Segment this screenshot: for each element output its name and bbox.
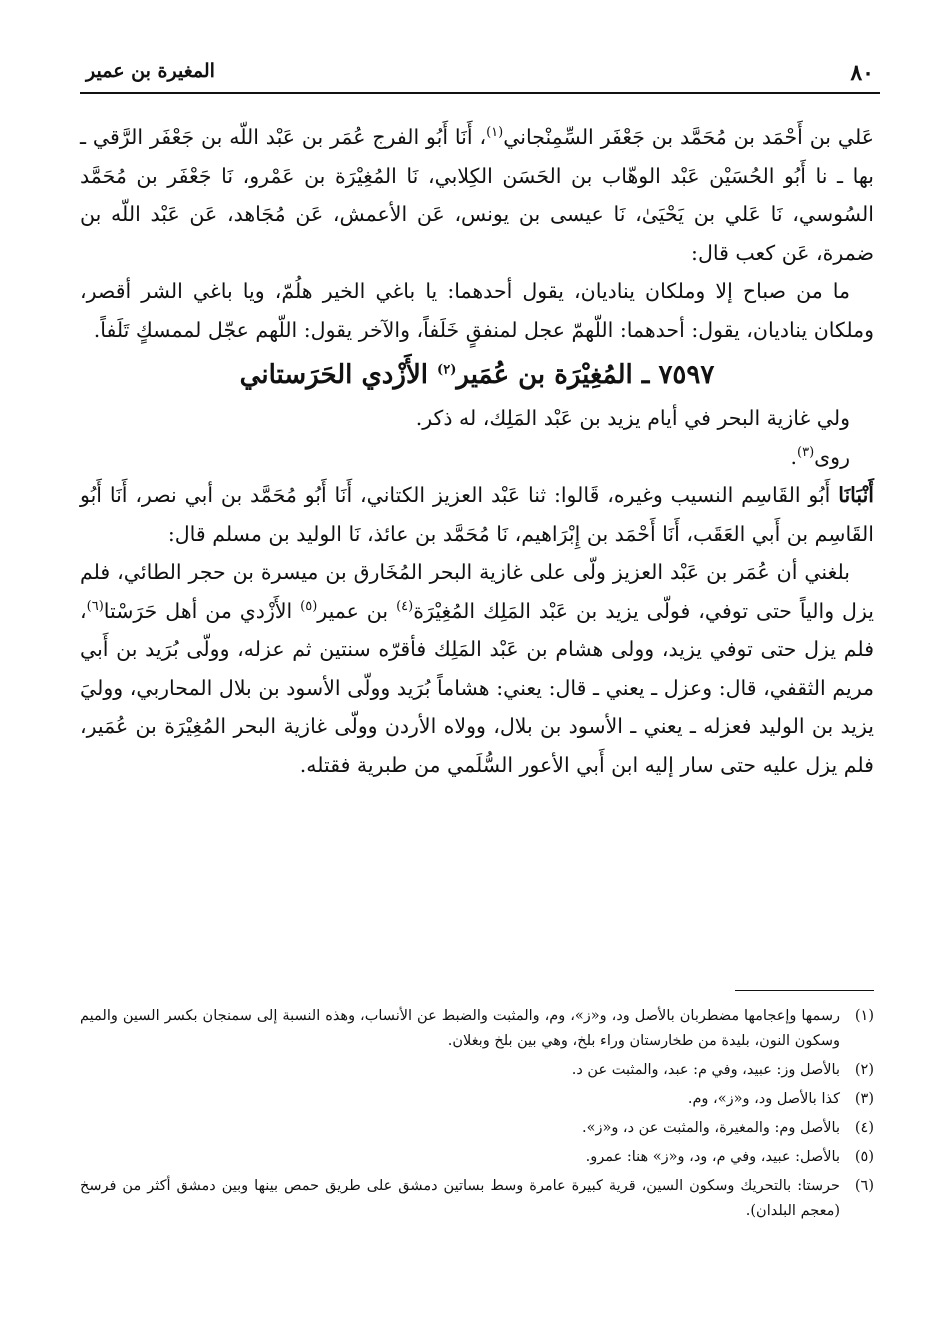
anbana-word: أَنْبَانَا xyxy=(838,483,874,507)
footnote-ref-5: (٥) xyxy=(300,598,318,614)
footnote-ref-3: (٣) xyxy=(797,444,815,460)
paragraph-narrated: روى$^{(٣)}$. xyxy=(790,444,850,469)
entry-heading: ٧٥٩٧ ـ المُغِيْرَة بن عُمَير$^{(٢)}$ الأَزْدي الحَرَستاني xyxy=(239,360,715,390)
footnote-item: (٥) بالأصل: عبيد، وفي م، ود، و«ز» هنا: عمرو. xyxy=(585,1149,874,1165)
footnotes xyxy=(80,1004,874,1228)
main-text xyxy=(80,118,874,784)
paragraph-hadith: ما من صباح إلا وملكان يناديان، يقول أحدهما: يا باغي الخير هلُمّ، ويا باغي الشر أقصر، وملكان يناديان، يقول: أحدهما: اللّهمّ عجل لمنفقٍ خَلَفاً، والآخر يقول: اللّهم عجّل لممسكٍ تَلَفاً. xyxy=(80,279,874,342)
running-title: المغيرة بن عمير xyxy=(86,60,215,82)
page-header xyxy=(80,58,880,94)
footnote-ref-4: (٤) xyxy=(396,598,414,614)
paragraph-bio: ولي غازية البحر في أيام يزيد بن عَبْد المَلِك، له ذكر. xyxy=(415,406,850,430)
footnote-item: (٢) بالأصل وز: عبيد، وفي م: عبد، والمثبت عن د. xyxy=(571,1062,874,1078)
footnote-item: (٤) بالأصل وم: والمغيرة، والمثبت عن د، و«ز». xyxy=(581,1120,874,1136)
page-number: ٨٠ xyxy=(850,60,874,86)
paragraph-isnad-1: عَلي بن أَحْمَد بن مُحَمَّد بن جَعْفَر السِّمِنْجاني$^{(١)}$، أَنَا أَبُو الفرج عُمَر بن عَبْد اللّه بن جَعْفَر الرَّقي ـ بها ـ نا أَبُو الحُسَيْن عَبْد الوهّاب بن الحَسَن الكِلابي، نَا المُغِيْرَة بن عَمْرو، نَا جَعْفَر بن مُحَمَّد السُوسي، نَا عَلي بن يَحْيَىٰ، نَا عيسى بن يونس، عَن الأعمش، عَن مُجَاهد، عَن عَبْد اللّه بن ضمرة، عَن كعب قال: xyxy=(80,125,874,265)
footnote-ref-1: (١) xyxy=(486,125,504,141)
footnote-ref-2: (٢) xyxy=(437,362,457,378)
paragraph-narrative: بلغني أن عُمَر بن عَبْد العزيز ولّى على غازية البحر المُخَارق بن ميسرة بن حجر الطائي، فلم يزل والياً حتى توفي، فولّى يزيد بن عَبْد المَلِك المُغِيْرَة$^{(٤)}$ بن عمير$^{(٥)}$ الأَزْدي من أهل حَرَسْتا$^{(٦)}$، فلم يزل حتى توفي يزيد، وولى هشام بن عَبْد المَلِك فأقرّه سنتين ثم عزله، وولّى بُرَيد بن أَبي مريم الثقفي، قال: وعزل ـ يعني ـ قال: يعني: هشاماً بُرَيد وولّى الأسود بن بلال المحاربي، ووليَ يزيد بن الوليد فعزله ـ يعني ـ الأسود بن بلال، وولاه الأردن وولّى غازية البحر المُغِيْرَة بن عُمَير، فلم يزل عليه حتى سار إليه ابن أَبي الأعور السُّلَمي من طبرية فقتله. xyxy=(80,560,874,777)
footnote-divider xyxy=(735,990,874,991)
footnote-item: (١) رسمها وإعجامها مضطربان بالأصل ود، و«ز»، وم، والمثبت والضبط عن الأنساب، وهذه النسبة إلى سمنجان بكسر السين والميم وسكون النون، بليدة من طخارستان وراء بلخ، وهي بين بلخ وبغلان. xyxy=(80,1008,874,1049)
footnote-ref-6: (٦) xyxy=(86,598,104,614)
footnote-item: (٣) كذا بالأصل ود، و«ز»، وم. xyxy=(687,1091,874,1107)
paragraph-isnad-2: أَنْبَانَا أَبُو القَاسِم النسيب وغيره، قَالوا: ثنا عَبْد العزيز الكتاني، أَنَا أَبُو مُحَمَّد بن أبي نصر، أَنَا أَبُو القَاسِم بن أَبي العَقَب، أَنَا أَحْمَد بن إِبْرَاهيم، نَا مُحَمَّد بن عائذ، نَا الوليد بن مسلم قال: xyxy=(80,483,874,546)
footnote-item: (٦) حرستا: بالتحريك وسكون السين، قرية كبيرة عامرة وسط بساتين دمشق على طريق حمص بينها وبين دمشق أكثر من فرسخ (معجم البلدان). xyxy=(80,1178,874,1219)
